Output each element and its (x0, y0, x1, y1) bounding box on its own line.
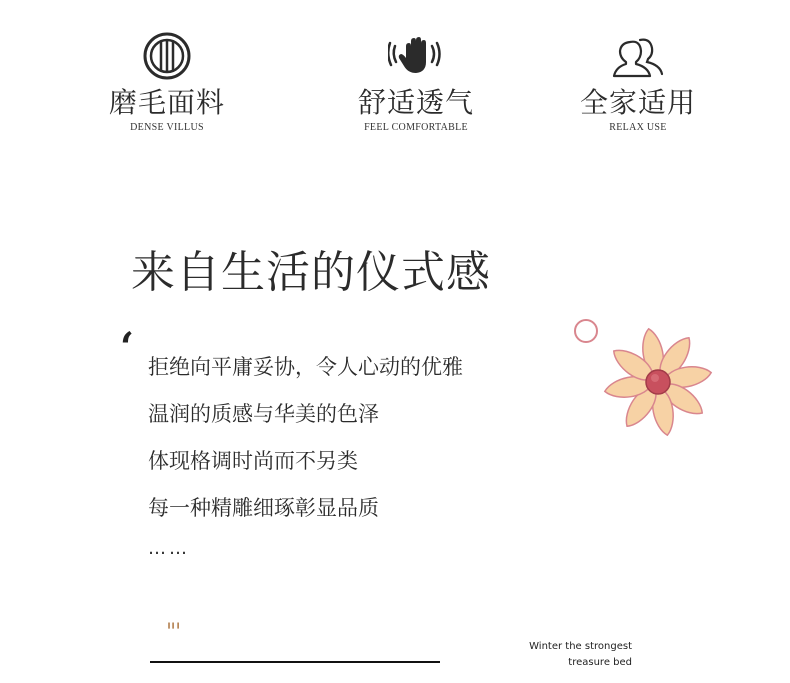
quote-line: 温润的质感与华美的色泽 (148, 402, 379, 426)
feature-subtitle: RELAX USE (609, 122, 667, 133)
flower-icon (570, 315, 730, 465)
tagline-line: Winter the strongest (529, 641, 632, 652)
people-icon (610, 28, 666, 84)
tagline (510, 639, 632, 671)
feature-title: 磨毛面料 (108, 86, 225, 119)
feature-title: 舒适透气 (357, 86, 474, 119)
feature-subtitle: DENSE VILLUS (130, 122, 204, 133)
feature-relax-use (553, 28, 723, 134)
fabric-icon (139, 28, 195, 84)
feature-title: 全家适用 (579, 86, 696, 119)
quote-ellipsis: …… (148, 538, 190, 559)
divider-line (150, 661, 440, 663)
hand-icon (388, 28, 444, 84)
quote-line: 体现格调时尚而不另类 (148, 449, 358, 473)
tagline-line: treasure bed (568, 657, 632, 668)
open-quote-mark: ‘ (120, 324, 134, 371)
quote-line: 拒绝向平庸妥协，令人心动的优雅 (148, 355, 463, 379)
feature-feel-comfortable (331, 28, 501, 134)
quote-line: 每一种精雕细琢彰显品质 (148, 496, 379, 520)
feature-subtitle: FEEL COMFORTABLE (364, 122, 468, 133)
feature-dense-villus (82, 28, 252, 134)
page-title: 来自生活的仪式感 (131, 247, 491, 298)
close-quote-mark: "' (166, 620, 181, 645)
quote-body (148, 355, 463, 584)
